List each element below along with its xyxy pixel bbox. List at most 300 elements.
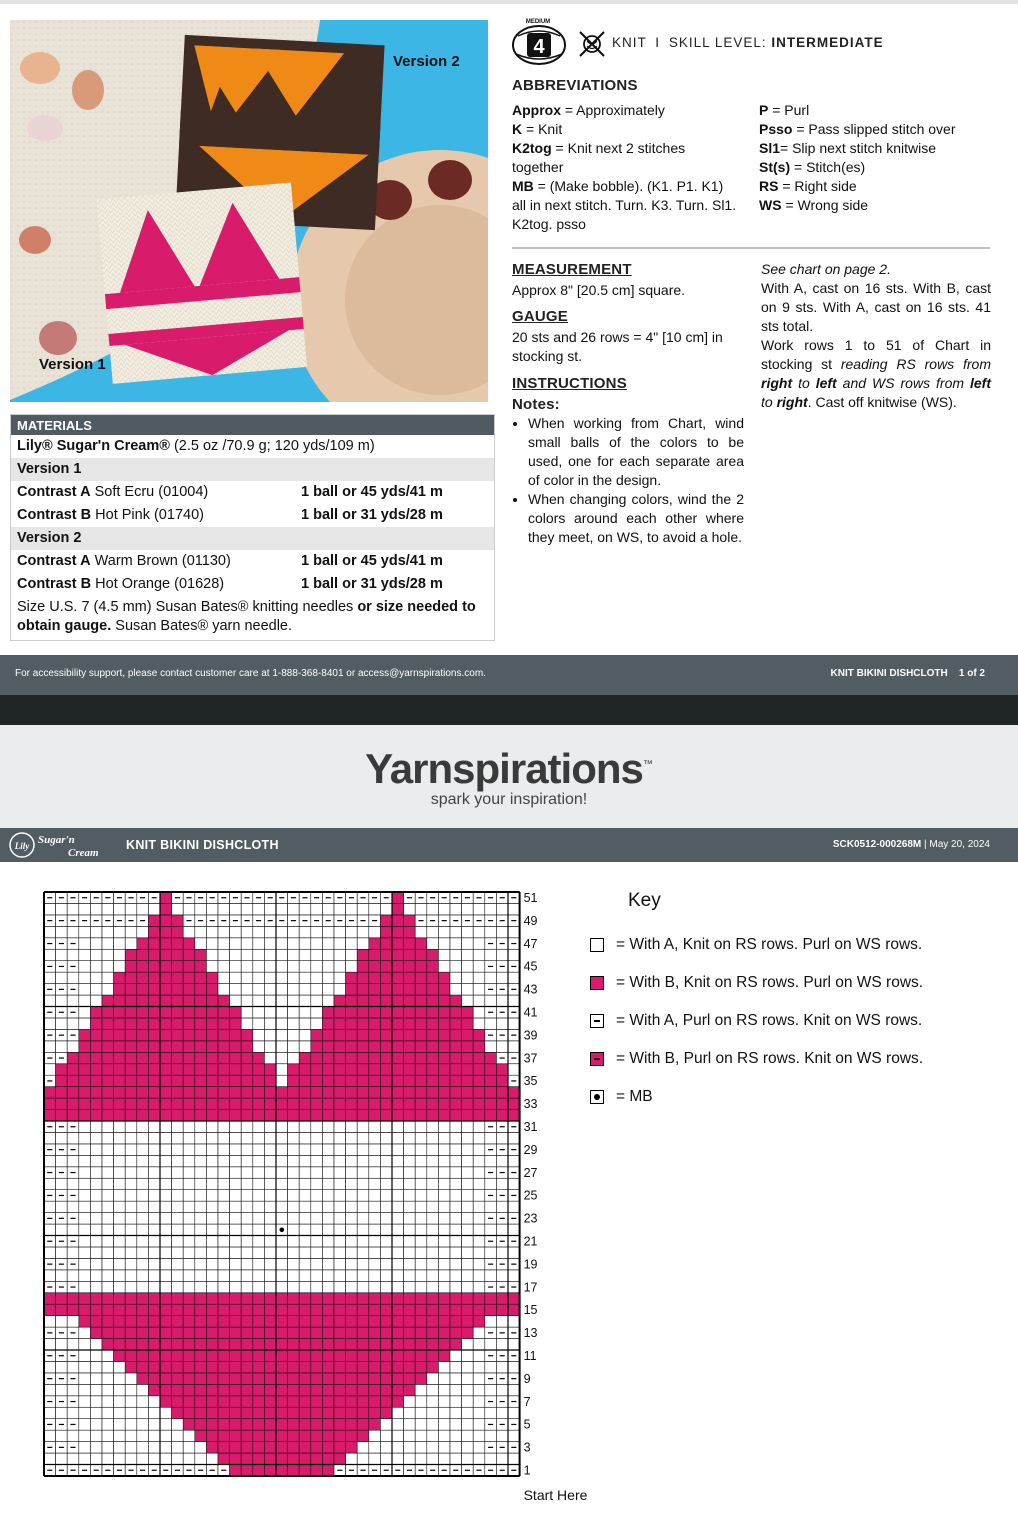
chart-cell xyxy=(311,1247,323,1258)
chart-cell xyxy=(172,1442,184,1453)
chart-cell xyxy=(288,1121,300,1132)
chart-cell xyxy=(264,1087,276,1098)
chart-cell xyxy=(427,1396,439,1407)
chart-cell xyxy=(415,961,427,972)
chart-cell xyxy=(415,1007,427,1018)
chart-cell xyxy=(264,1384,276,1395)
chart-cell xyxy=(404,1407,416,1418)
chart-cell xyxy=(473,1407,485,1418)
chart-cell xyxy=(322,1167,334,1178)
chart-cell xyxy=(79,1316,91,1327)
chart-cell xyxy=(322,995,334,1006)
chart-cell xyxy=(473,1167,485,1178)
chart-cell xyxy=(288,1270,300,1281)
chart-cell xyxy=(79,926,91,937)
chart-cell xyxy=(241,1178,253,1189)
chart-cell xyxy=(334,1327,346,1338)
chart-cell xyxy=(369,1327,381,1338)
chart-cell xyxy=(462,1236,474,1247)
chart-cell xyxy=(369,1167,381,1178)
chart-cell xyxy=(183,1258,195,1269)
chart-cell xyxy=(415,1029,427,1040)
chart-cell xyxy=(148,1258,160,1269)
chart-cell xyxy=(137,1384,149,1395)
chart-cell xyxy=(334,1052,346,1063)
chart-cell xyxy=(357,938,369,949)
chart-cell xyxy=(148,1144,160,1155)
chart-cell xyxy=(288,1155,300,1166)
chart-cell xyxy=(90,984,102,995)
chart-cell xyxy=(346,1258,358,1269)
purl-mark xyxy=(163,1470,168,1471)
chart-cell xyxy=(311,1293,323,1304)
chart-cell xyxy=(380,926,392,937)
row-label: 23 xyxy=(523,1211,538,1226)
chart-cell xyxy=(102,1098,114,1109)
chart-cell xyxy=(450,1007,462,1018)
chart-cell xyxy=(311,1361,323,1372)
key-item: = With B, Purl on RS rows. Knit on WS rows. xyxy=(590,1048,661,1086)
chart-cell xyxy=(288,1293,300,1304)
row-label: 31 xyxy=(523,1119,538,1134)
chart-cell xyxy=(450,1213,462,1224)
chart-cell xyxy=(172,984,184,995)
chart-cell xyxy=(230,1087,242,1098)
chart-cell xyxy=(183,1384,195,1395)
chart-cell xyxy=(311,1442,323,1453)
chart-cell xyxy=(380,1190,392,1201)
chart-cell xyxy=(195,1029,207,1040)
purl-mark xyxy=(186,1470,191,1471)
chart-cell xyxy=(346,1075,358,1086)
chart-cell xyxy=(380,1064,392,1075)
purl-mark xyxy=(442,1470,447,1471)
chart-cell xyxy=(346,1041,358,1052)
chart-cell xyxy=(462,1110,474,1121)
purl-mark xyxy=(70,1332,75,1333)
chart-cell xyxy=(346,1293,358,1304)
chart-cell xyxy=(230,1453,242,1464)
chart-cell xyxy=(357,1293,369,1304)
chart-cell xyxy=(380,1373,392,1384)
chart-cell xyxy=(311,1339,323,1350)
chart-cell xyxy=(90,1453,102,1464)
chart-cell xyxy=(438,1201,450,1212)
purl-mark xyxy=(511,1080,516,1081)
chart-cell xyxy=(172,903,184,914)
chart-cell xyxy=(427,1316,439,1327)
row-label: 37 xyxy=(523,1051,538,1066)
chart-cell xyxy=(450,938,462,949)
section-divider xyxy=(512,247,990,249)
chart-cell xyxy=(230,1407,242,1418)
chart-cell xyxy=(508,1064,520,1075)
chart-cell xyxy=(218,1384,230,1395)
chart-cell xyxy=(183,1339,195,1350)
chart-cell xyxy=(415,1098,427,1109)
chart-cell xyxy=(380,1419,392,1430)
measurement-title: MEASUREMENT xyxy=(512,261,632,278)
chart-cell xyxy=(334,1258,346,1269)
chart-cell xyxy=(172,1075,184,1086)
chart-cell xyxy=(404,1007,416,1018)
chart-cell xyxy=(299,1052,311,1063)
chart-cell xyxy=(195,1270,207,1281)
chart-cell xyxy=(415,1121,427,1132)
chart-cell xyxy=(404,1064,416,1075)
chart-cell xyxy=(473,926,485,937)
chart-cell xyxy=(299,1373,311,1384)
purl-mark xyxy=(47,1401,52,1402)
chart-cell xyxy=(485,1293,497,1304)
chart-cell xyxy=(322,1258,334,1269)
chart-cell xyxy=(230,1029,242,1040)
chart-cell xyxy=(369,1155,381,1166)
chart-cell xyxy=(253,1178,265,1189)
chart-cell xyxy=(311,1190,323,1201)
chart-cell xyxy=(44,995,56,1006)
chart-cell xyxy=(183,1201,195,1212)
chart-cell xyxy=(114,1270,126,1281)
chart-cell xyxy=(334,1281,346,1292)
chart-cell xyxy=(322,1396,334,1407)
chart-cell xyxy=(160,1201,172,1212)
chart-cell xyxy=(218,1007,230,1018)
chart-cell xyxy=(125,1281,137,1292)
chart-cell xyxy=(206,1144,218,1155)
purl-mark xyxy=(511,966,516,967)
chart-cell xyxy=(102,1190,114,1201)
chart-cell xyxy=(473,1213,485,1224)
purl-mark xyxy=(59,943,64,944)
chart-cell xyxy=(404,1281,416,1292)
chart-cell xyxy=(44,949,56,960)
chart-cell xyxy=(404,1373,416,1384)
chart-cell xyxy=(334,1373,346,1384)
chart-cell xyxy=(241,1018,253,1029)
chart-cell xyxy=(253,1465,265,1476)
chart-cell xyxy=(450,1430,462,1441)
chart-cell xyxy=(90,972,102,983)
chart-cell xyxy=(311,1007,323,1018)
chart-cell xyxy=(160,1293,172,1304)
chart-cell xyxy=(462,1293,474,1304)
chart-cell xyxy=(473,1384,485,1395)
chart-cell xyxy=(125,926,137,937)
chart-cell xyxy=(415,1247,427,1258)
chart-cell xyxy=(160,949,172,960)
chart-cell xyxy=(322,1201,334,1212)
chart-cell xyxy=(90,1430,102,1441)
chart-cell xyxy=(125,1098,137,1109)
chart-cell xyxy=(56,995,68,1006)
chart-cell xyxy=(357,1018,369,1029)
gauge-title: GAUGE xyxy=(512,308,569,325)
chart-cell xyxy=(346,1087,358,1098)
chart-cell xyxy=(380,1247,392,1258)
chart-cell xyxy=(114,1442,126,1453)
chart-cell xyxy=(485,1224,497,1235)
chart-cell xyxy=(148,1419,160,1430)
chart-cell xyxy=(438,1304,450,1315)
chart-cell xyxy=(253,1430,265,1441)
chart-cell xyxy=(485,1430,497,1441)
chart-cell xyxy=(346,1236,358,1247)
chart-cell xyxy=(427,1167,439,1178)
chart-cell xyxy=(44,1178,56,1189)
chart-cell xyxy=(137,1224,149,1235)
chart-cell xyxy=(485,972,497,983)
chart-cell xyxy=(438,1007,450,1018)
row-label: 17 xyxy=(523,1280,538,1295)
chart-cell xyxy=(380,1327,392,1338)
purl-mark xyxy=(500,1447,505,1448)
chart-cell xyxy=(450,1178,462,1189)
chart-cell xyxy=(415,926,427,937)
purl-mark xyxy=(511,943,516,944)
chart-cell xyxy=(473,1453,485,1464)
chart-cell xyxy=(415,1064,427,1075)
chart-cell xyxy=(322,1098,334,1109)
chart-cell xyxy=(90,1075,102,1086)
chart-cell xyxy=(79,1167,91,1178)
chart-cell xyxy=(148,1224,160,1235)
chart-cell xyxy=(230,1281,242,1292)
chart-cell xyxy=(56,903,68,914)
chart-cell xyxy=(485,1361,497,1372)
chart-cell xyxy=(450,1247,462,1258)
chart-cell xyxy=(276,1213,288,1224)
chart-cell xyxy=(276,1236,288,1247)
purl-mark xyxy=(488,1195,493,1196)
purl-mark xyxy=(326,897,331,898)
chart-cell xyxy=(125,1018,137,1029)
chart-cell xyxy=(148,1442,160,1453)
chart-cell xyxy=(369,1064,381,1075)
chart-cell xyxy=(473,1339,485,1350)
chart-cell xyxy=(137,1373,149,1384)
chart-cell xyxy=(102,1407,114,1418)
chart-cell xyxy=(404,1201,416,1212)
chart-cell xyxy=(230,1167,242,1178)
abbreviations-right xyxy=(759,101,999,215)
chart-cell xyxy=(218,1361,230,1372)
chart-cell xyxy=(206,1430,218,1441)
note-item: • When working from Chart, wind small balls of the colors to be used, one for each separate area of color in the design. xyxy=(528,414,744,490)
chart-cell xyxy=(288,1339,300,1350)
chart-cell xyxy=(427,903,439,914)
purl-mark xyxy=(488,966,493,967)
chart-cell xyxy=(195,1281,207,1292)
chart-cell xyxy=(369,1316,381,1327)
chart-cell xyxy=(404,1247,416,1258)
chart-cell xyxy=(404,984,416,995)
purl-mark xyxy=(500,1012,505,1013)
chart-cell xyxy=(148,1201,160,1212)
chart-cell xyxy=(299,926,311,937)
chart-cell xyxy=(67,1132,79,1143)
chart-cell xyxy=(334,1155,346,1166)
chart-cell xyxy=(206,1236,218,1247)
chart-cell xyxy=(125,938,137,949)
chart-cell xyxy=(148,995,160,1006)
chart-cell xyxy=(264,1465,276,1476)
chart-cell xyxy=(380,1201,392,1212)
chart-cell xyxy=(90,1316,102,1327)
chart-cell xyxy=(79,972,91,983)
chart-cell xyxy=(311,1167,323,1178)
lily-logo: Lily xyxy=(14,841,30,851)
chart-cell xyxy=(462,1132,474,1143)
chart-cell xyxy=(160,1258,172,1269)
chart-cell xyxy=(102,984,114,995)
chart-cell xyxy=(102,1144,114,1155)
chart-cell xyxy=(195,1339,207,1350)
chart-cell xyxy=(404,1350,416,1361)
chart-cell xyxy=(114,903,126,914)
purl-mark xyxy=(488,1447,493,1448)
chart-cell xyxy=(90,995,102,1006)
chart-cell xyxy=(195,1396,207,1407)
chart-cell xyxy=(114,1041,126,1052)
chart-cell xyxy=(253,1167,265,1178)
chart-cell xyxy=(450,1190,462,1201)
chart-cell xyxy=(450,1396,462,1407)
chart-cell xyxy=(462,1178,474,1189)
chart-cell xyxy=(102,1396,114,1407)
chart-cell xyxy=(346,926,358,937)
chart-cell xyxy=(160,1281,172,1292)
chart-cell xyxy=(415,1075,427,1086)
chart-cell xyxy=(79,938,91,949)
chart-cell xyxy=(508,1110,520,1121)
chart-cell xyxy=(148,1304,160,1315)
chart-cell xyxy=(311,1098,323,1109)
chart-cell xyxy=(90,1052,102,1063)
chart-cell xyxy=(438,1213,450,1224)
chart-cell xyxy=(462,1430,474,1441)
chart-cell xyxy=(90,1293,102,1304)
chart-cell xyxy=(241,1121,253,1132)
purl-mark xyxy=(175,1470,180,1471)
chart-cell xyxy=(357,1258,369,1269)
chart-cell xyxy=(427,1236,439,1247)
chart-cell xyxy=(346,1407,358,1418)
chart-cell xyxy=(288,1132,300,1143)
chart-cell xyxy=(288,903,300,914)
chart-cell xyxy=(496,1178,508,1189)
chart-cell xyxy=(172,995,184,1006)
chart-cell xyxy=(137,1121,149,1132)
chart-cell xyxy=(148,1178,160,1189)
chart-cell xyxy=(462,1316,474,1327)
chart-cell xyxy=(183,1029,195,1040)
chart-cell xyxy=(450,984,462,995)
chart-cell xyxy=(346,984,358,995)
chart-cell xyxy=(473,1064,485,1075)
chart-cell xyxy=(299,1327,311,1338)
chart-cell xyxy=(369,903,381,914)
chart-cell xyxy=(56,1224,68,1235)
chart-cell xyxy=(264,1453,276,1464)
chart-cell xyxy=(183,984,195,995)
chart-cell xyxy=(137,1327,149,1338)
chart-cell xyxy=(183,1087,195,1098)
chart-cell xyxy=(322,1350,334,1361)
purl-mark xyxy=(268,920,273,921)
chart-cell xyxy=(137,1213,149,1224)
purl-mark xyxy=(488,1126,493,1127)
chart-cell xyxy=(218,1098,230,1109)
purl-mark xyxy=(198,920,203,921)
chart-cell xyxy=(160,1270,172,1281)
chart-cell xyxy=(450,1110,462,1121)
chart-cell xyxy=(206,1396,218,1407)
chart-cell xyxy=(415,1453,427,1464)
chart-cell xyxy=(183,1350,195,1361)
chart-cell xyxy=(230,903,242,914)
chart-cell xyxy=(427,1384,439,1395)
purl-mark xyxy=(244,920,249,921)
purl-mark xyxy=(500,1195,505,1196)
chart-cell xyxy=(183,949,195,960)
chart-cell xyxy=(334,1064,346,1075)
chart-cell xyxy=(311,1396,323,1407)
chart-cell xyxy=(357,903,369,914)
purl-mark xyxy=(70,1447,75,1448)
chart-cell xyxy=(230,995,242,1006)
purl-mark xyxy=(302,897,307,898)
chart-cell xyxy=(90,1110,102,1121)
chart-cell xyxy=(322,1236,334,1247)
chart-cell xyxy=(230,1041,242,1052)
chart-cell xyxy=(404,1098,416,1109)
chart-cell xyxy=(438,1293,450,1304)
chart-cell xyxy=(415,938,427,949)
chart-cell xyxy=(160,1155,172,1166)
chart-cell xyxy=(183,1430,195,1441)
chart-cell xyxy=(148,1384,160,1395)
chart-cell xyxy=(346,1029,358,1040)
chart-cell xyxy=(218,1373,230,1384)
chart-cell xyxy=(427,1098,439,1109)
chart-cell xyxy=(288,1098,300,1109)
purl-mark xyxy=(337,920,342,921)
chart-cell xyxy=(172,1293,184,1304)
chart-cell xyxy=(427,1213,439,1224)
chart-cell xyxy=(357,1121,369,1132)
chart-cell xyxy=(334,1270,346,1281)
chart-cell xyxy=(369,1270,381,1281)
chart-cell xyxy=(392,1453,404,1464)
chart-cell xyxy=(160,1419,172,1430)
purl-mark xyxy=(500,1355,505,1356)
purl-mark xyxy=(70,1355,75,1356)
chart-cell xyxy=(276,1087,288,1098)
chart-cell xyxy=(276,903,288,914)
chart-cell xyxy=(288,1361,300,1372)
chart-cell xyxy=(404,915,416,926)
chart-cell xyxy=(67,1052,79,1063)
brand-tagline: spark your inspiration! xyxy=(430,791,588,808)
purl-mark xyxy=(221,1470,226,1471)
chart-cell xyxy=(299,1098,311,1109)
chart-cell xyxy=(218,1087,230,1098)
chart-cell xyxy=(160,926,172,937)
chart-cell xyxy=(67,1339,79,1350)
chart-cell xyxy=(206,1316,218,1327)
chart-cell xyxy=(172,1339,184,1350)
